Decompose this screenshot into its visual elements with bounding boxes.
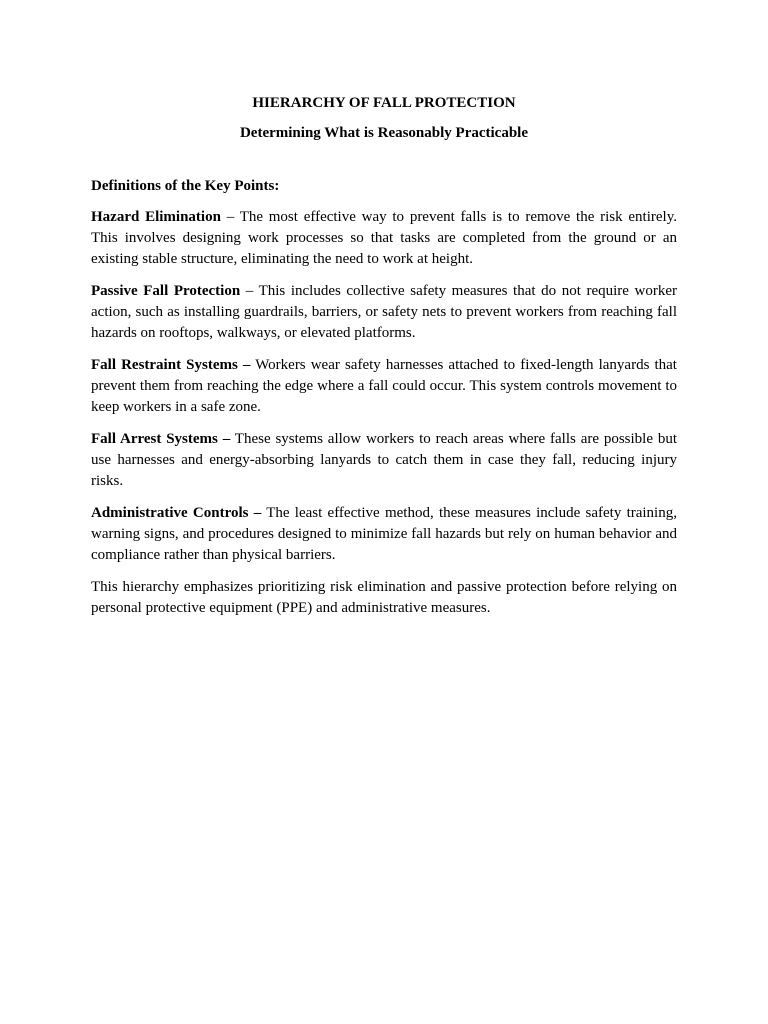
definition-term: Administrative Controls – [91, 505, 262, 521]
definition-text: Workers wear safety harnesses attached to fixed-length lanyards that prevent them from reaching the edge where a fall could occur. This system controls movement to keep workers in a safe zone. [91, 357, 677, 415]
document-subtitle: Determining What is Reasonably Practicable [239, 125, 529, 141]
definition-text: The most effective way to prevent falls is to remove the risk entirely. This involves designing work processes so that tasks are completed from the ground or an existing stable structure, eliminating the need to work at height. [91, 209, 677, 267]
definition-text: This includes collective safety measures that do not require worker action, such as installing guardrails, barriers, or safety nets to prevent workers from reaching fall hazards on rooftops, walkways, or elevated platforms. [91, 283, 677, 341]
definition-text: These systems allow workers to reach areas where falls are possible but use harnesses and energy-absorbing lanyards to catch them in case they fall, reducing injury risks. [91, 431, 678, 489]
definition-administrative-controls [91, 503, 677, 566]
closing-paragraph: This hierarchy emphasizes prioritizing risk elimination and passive protection before relying on personal protective equipment (PPE) and administrative measures. [91, 579, 677, 616]
document-body [91, 93, 677, 619]
section-heading: Definitions of the Key Points: [91, 178, 280, 194]
definition-fall-restraint-systems [91, 355, 677, 418]
definition-term: Hazard Elimination [91, 209, 221, 225]
definition-text: The least effective method, these measures include safety training, warning signs, and procedures designed to minimize fall hazards but rely on human behavior and compliance rather than physical barriers. [91, 505, 677, 563]
definition-passive-fall-protection [91, 281, 677, 344]
definition-separator: – [220, 209, 240, 225]
definition-term: Passive Fall Protection [91, 283, 241, 299]
definition-hazard-elimination [91, 207, 677, 270]
definition-separator: – [240, 283, 259, 299]
definition-term: Fall Arrest Systems – [91, 431, 231, 447]
definition-fall-arrest-systems [91, 429, 677, 492]
document-title: HIERARCHY OF FALL PROTECTION [252, 95, 516, 111]
definition-term: Fall Restraint Systems – [91, 357, 251, 373]
